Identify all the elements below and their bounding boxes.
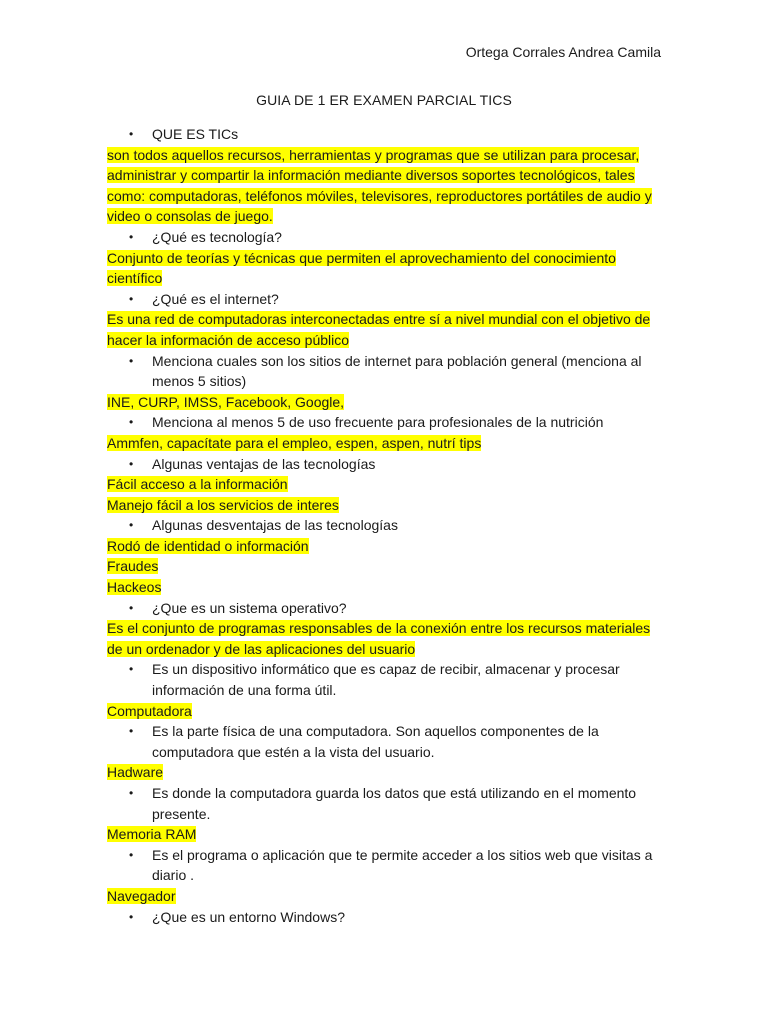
question-text: Menciona al menos 5 de uso frecuente para profesionales de la nutrición <box>152 414 604 431</box>
question-text: ¿Qué es tecnología? <box>152 228 282 245</box>
question-text: ¿Que es un sistema operativo? <box>152 599 347 616</box>
answer-highlight: Es una red de computadoras interconectadas entre sí a nivel mundial con el objetivo de hacer la información de acceso público <box>107 311 651 348</box>
answer-highlight: Ammfen, capacítate para el empleo, espen, aspen, nutrí tips <box>107 434 482 451</box>
answer-item <box>107 495 662 516</box>
answer-item <box>107 762 662 783</box>
answer-highlight: Navegador <box>107 887 176 904</box>
question-item <box>107 598 662 619</box>
bullet-icon: • <box>129 724 134 739</box>
answer-highlight: Rodó de identidad o información <box>107 537 309 554</box>
bullet-icon: • <box>129 518 134 533</box>
answer-item <box>107 618 662 659</box>
bullet-icon: • <box>129 353 134 368</box>
answer-item <box>107 577 662 598</box>
bullet-icon: • <box>129 229 134 244</box>
bullet-icon: • <box>129 415 134 430</box>
question-item <box>107 783 662 824</box>
answer-item <box>107 886 662 907</box>
question-item <box>107 659 662 700</box>
question-text: Es la parte física de una computadora. Son aquellos componentes de la computadora que estén a la vista del usuario. <box>152 723 599 760</box>
answer-highlight: Hadware <box>107 764 164 781</box>
answer-highlight: Hackeos <box>107 579 162 596</box>
question-text: Algunas desventajas de las tecnologías <box>152 517 398 534</box>
question-text: Menciona cuales son los sitios de internet para población general (menciona al menos 5 sitios) <box>152 352 642 390</box>
answer-item <box>107 433 662 454</box>
document-body <box>107 124 662 927</box>
question-item <box>107 515 662 536</box>
answer-item <box>107 824 662 845</box>
answer-item <box>107 145 662 227</box>
bullet-icon: • <box>129 909 134 924</box>
question-item <box>107 721 662 762</box>
question-item <box>107 412 662 433</box>
question-text: ¿Qué es el internet? <box>152 290 279 307</box>
question-text: Es un dispositivo informático que es capaz de recibir, almacenar y procesar información de una forma útil. <box>152 661 620 699</box>
answer-highlight: Fraudes <box>107 558 159 575</box>
question-item <box>107 227 662 248</box>
bullet-icon: • <box>129 127 134 141</box>
question-item <box>107 289 662 310</box>
question-text: Es donde la computadora guarda los datos que está utilizando en el momento presente. <box>152 785 637 822</box>
answer-item <box>107 392 662 413</box>
question-item <box>107 845 662 886</box>
answer-item <box>107 536 662 557</box>
answer-highlight: INE, CURP, IMSS, Facebook, Google, <box>107 393 345 410</box>
answer-highlight: Es el conjunto de programas responsables de la conexión entre los recursos materiales de un ordenador y de las aplicaciones del usuario <box>107 620 651 657</box>
answer-highlight: Fácil acceso a la información <box>107 476 288 493</box>
answer-highlight: son todos aquellos recursos, herramientas y programas que se utilizan para procesar, administrar y compartir la información mediante diversos soportes tecnológicos, tales como: computadoras, teléfonos móviles, televisores, reproductores portátiles de audio y video o consolas de juego. <box>107 146 652 225</box>
bullet-icon: • <box>129 600 134 615</box>
answer-item <box>107 474 662 495</box>
question-item <box>107 124 662 145</box>
answer-highlight: Manejo fácil a los servicios de interes <box>107 496 339 513</box>
bullet-icon: • <box>129 291 134 306</box>
question-item <box>107 351 662 392</box>
author-name: Ortega Corrales Andrea Camila <box>465 44 661 60</box>
bullet-icon: • <box>129 662 134 677</box>
bullet-icon: • <box>129 786 134 800</box>
answer-item <box>107 701 662 722</box>
bullet-icon: • <box>129 847 134 862</box>
answer-item <box>107 556 662 577</box>
answer-highlight: Computadora <box>107 702 192 719</box>
question-text: Es el programa o aplicación que te permite acceder a los sitios web que visitas a diario . <box>152 846 653 884</box>
bullet-icon: • <box>129 456 134 471</box>
answer-highlight: Memoria RAM <box>107 826 197 843</box>
question-text: QUE ES TICs <box>152 126 239 142</box>
question-text: ¿Que es un entorno Windows? <box>152 908 345 925</box>
answer-item <box>107 248 662 289</box>
answer-item <box>107 309 662 350</box>
answer-highlight: Conjunto de teorías y técnicas que permiten el aprovechamiento del conocimiento científico <box>107 249 616 287</box>
question-text: Algunas ventajas de las tecnologías <box>152 455 376 472</box>
question-item <box>107 454 662 475</box>
document-title: GUIA DE 1 ER EXAMEN PARCIAL TICS <box>256 92 512 108</box>
question-item <box>107 907 662 928</box>
